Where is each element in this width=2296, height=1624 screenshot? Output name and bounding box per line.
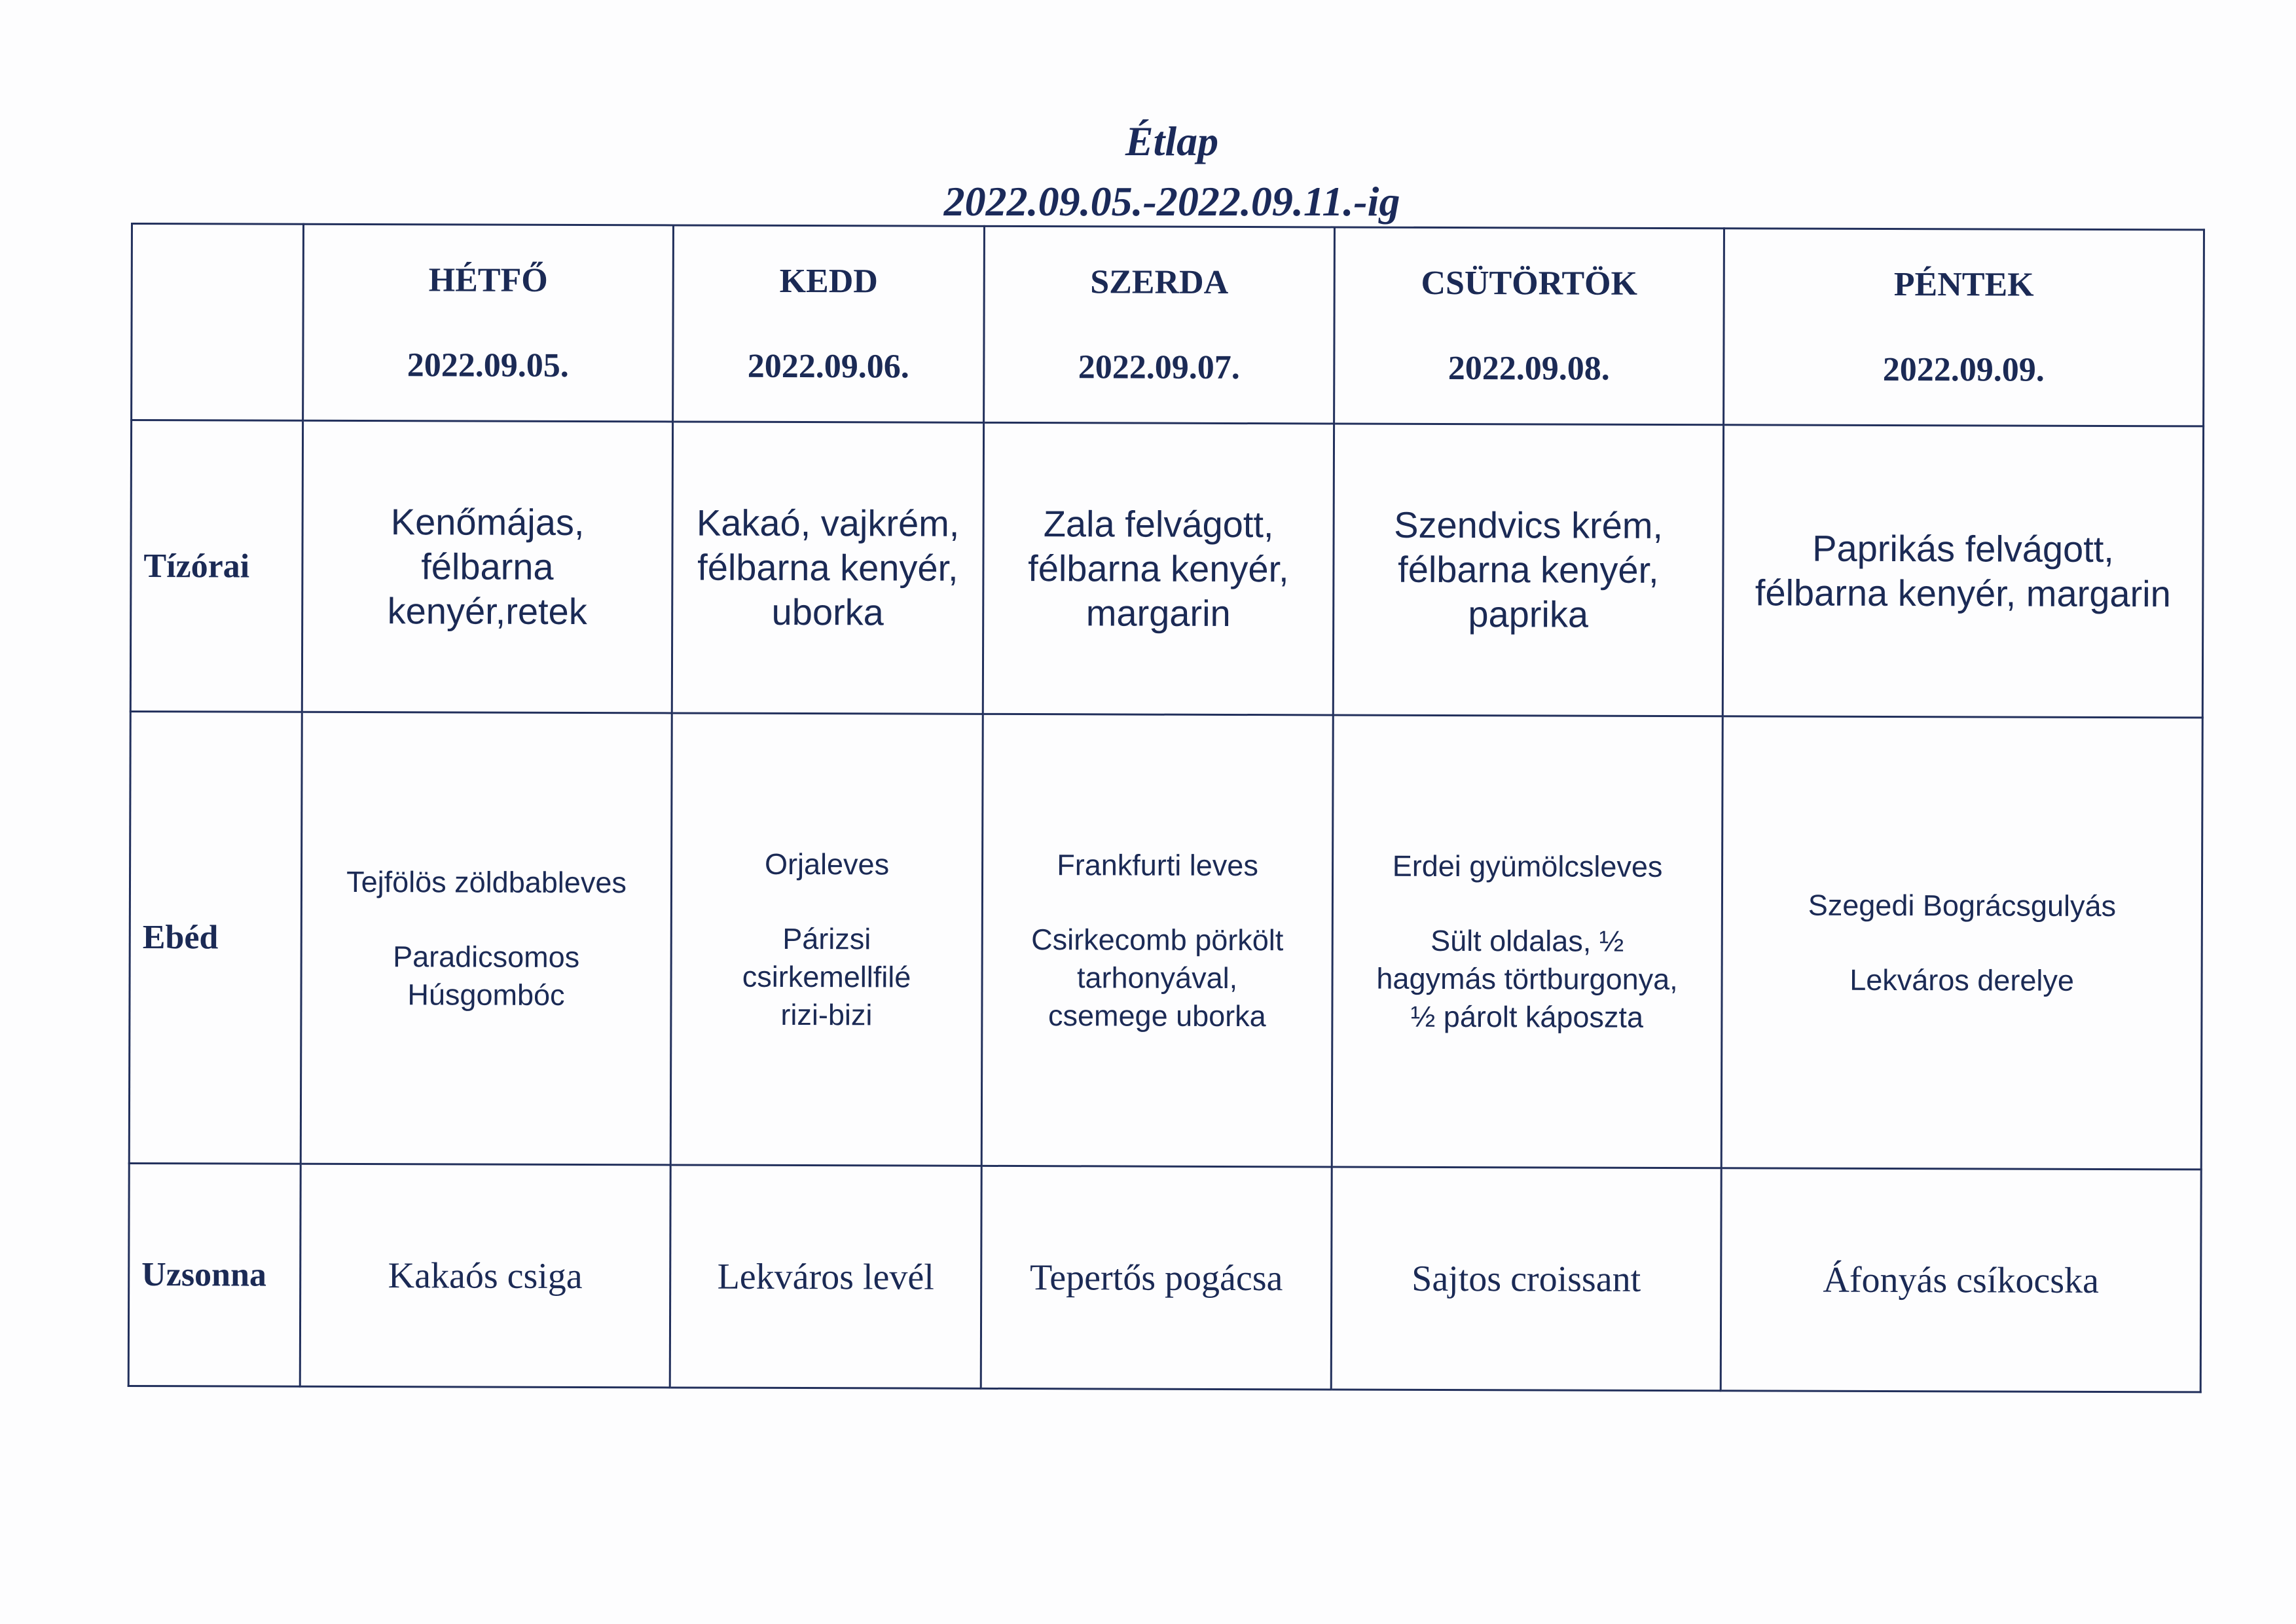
ebed-row	[129, 712, 2202, 1170]
menu-line: félbarna kenyér,	[697, 546, 958, 589]
day-header-friday	[1724, 229, 2204, 426]
day-name: CSÜTÖRTÖK	[1421, 264, 1638, 303]
main-dish-line: tarhonyával,	[1076, 960, 1238, 995]
row-label-uzsonna: Uzsonna	[128, 1163, 301, 1386]
ebed-cell-wednesday	[981, 714, 1333, 1167]
menu-line: Paprikás felvágott,	[1812, 527, 2114, 570]
day-name: KEDD	[779, 262, 878, 300]
menu-line: Kenőmájas,	[390, 501, 585, 544]
day-header-tuesday	[673, 225, 985, 422]
main-dish-line: Lekváros derelye	[1850, 963, 2075, 997]
tizorai-row	[130, 420, 2203, 718]
menu-line: paprika	[1468, 593, 1589, 635]
main-dish-line: Párizsi	[782, 921, 871, 955]
menu-title: Étlap	[1125, 118, 1219, 164]
day-date: 2022.09.05.	[407, 346, 569, 384]
day-date: 2022.09.07.	[1078, 348, 1240, 386]
ebed-cell-friday	[1721, 716, 2202, 1170]
main-dish-line: Csirkecomb pörkölt	[1031, 922, 1284, 957]
menu-line: Zala felvágott,	[1043, 503, 1274, 545]
header-row	[132, 224, 2204, 426]
menu-line: félbarna kenyér, margarin	[1755, 572, 2171, 615]
soup-line: Erdei gyümölcsleves	[1392, 849, 1663, 883]
main-dish-line: Paradicsomos	[393, 939, 580, 974]
main-dish-line: hagymás törtburgonya,	[1376, 961, 1678, 996]
main-dish-line: Húsgombóc	[407, 977, 565, 1012]
tizorai-cell-friday	[1722, 425, 2203, 718]
main-dish-line: csirkemellfilé	[742, 959, 911, 994]
menu-line: félbarna kenyér,	[1398, 548, 1659, 591]
day-header-monday	[303, 224, 674, 422]
menu-line: Szendvics krém,	[1394, 504, 1664, 546]
uzsonna-row	[128, 1163, 2201, 1392]
day-date: 2022.09.06.	[747, 347, 909, 386]
day-header-thursday	[1334, 227, 1724, 425]
menu-line: Kakaó, vajkrém,	[696, 502, 960, 544]
row-label-ebed: Ebéd	[129, 712, 302, 1164]
ebed-cell-monday	[301, 712, 672, 1165]
ebed-cell-tuesday	[670, 713, 983, 1166]
menu-line: kenyér,retek	[387, 590, 587, 633]
day-name: SZERDA	[1090, 263, 1229, 301]
uzsonna-cell-wednesday: Tepertős pogácsa	[981, 1166, 1332, 1390]
day-name: PÉNTEK	[1893, 265, 2034, 304]
corner-cell	[132, 224, 304, 421]
menu-line: félbarna kenyér,	[1028, 547, 1289, 590]
row-label-tizorai: Tízórai	[130, 420, 302, 712]
uzsonna-cell-monday: Kakaós csiga	[300, 1164, 670, 1388]
weekly-menu-table	[128, 223, 2205, 1393]
menu-title-block	[0, 111, 2296, 232]
tizorai-cell-monday	[302, 420, 672, 713]
menu-line: uborka	[771, 591, 884, 633]
main-dish-line: ½ párolt káposzta	[1410, 999, 1644, 1034]
soup-line: Tejfölös zöldbableves	[346, 864, 627, 899]
main-dish-line: csemege uborka	[1048, 998, 1266, 1033]
ebed-cell-thursday	[1332, 715, 1722, 1168]
uzsonna-cell-friday: Áfonyás csíkocska	[1721, 1168, 2201, 1392]
soup-line: Szegedi Bográcsgulyás	[1808, 888, 2117, 923]
tizorai-cell-wednesday	[983, 422, 1334, 715]
day-name: HÉTFŐ	[428, 261, 548, 299]
uzsonna-cell-thursday: Sajtos croissant	[1331, 1167, 1721, 1391]
soup-line: Orjaleves	[764, 847, 890, 881]
day-date: 2022.09.09.	[1882, 350, 2045, 389]
main-dish-line: Sült oldalas, ½	[1430, 923, 1624, 958]
tizorai-cell-tuesday	[672, 422, 983, 714]
menu-line: margarin	[1085, 592, 1231, 634]
tizorai-cell-thursday	[1333, 424, 1723, 716]
day-date: 2022.09.08.	[1448, 349, 1610, 388]
menu-date-range: 2022.09.05.-2022.09.11.-ig	[943, 178, 1400, 225]
day-header-wednesday	[984, 226, 1335, 424]
menu-line: félbarna	[421, 545, 554, 587]
main-dish-line: rizi-bizi	[780, 997, 873, 1031]
soup-line: Frankfurti leves	[1057, 847, 1258, 882]
uzsonna-cell-tuesday: Lekváros levél	[670, 1165, 981, 1388]
